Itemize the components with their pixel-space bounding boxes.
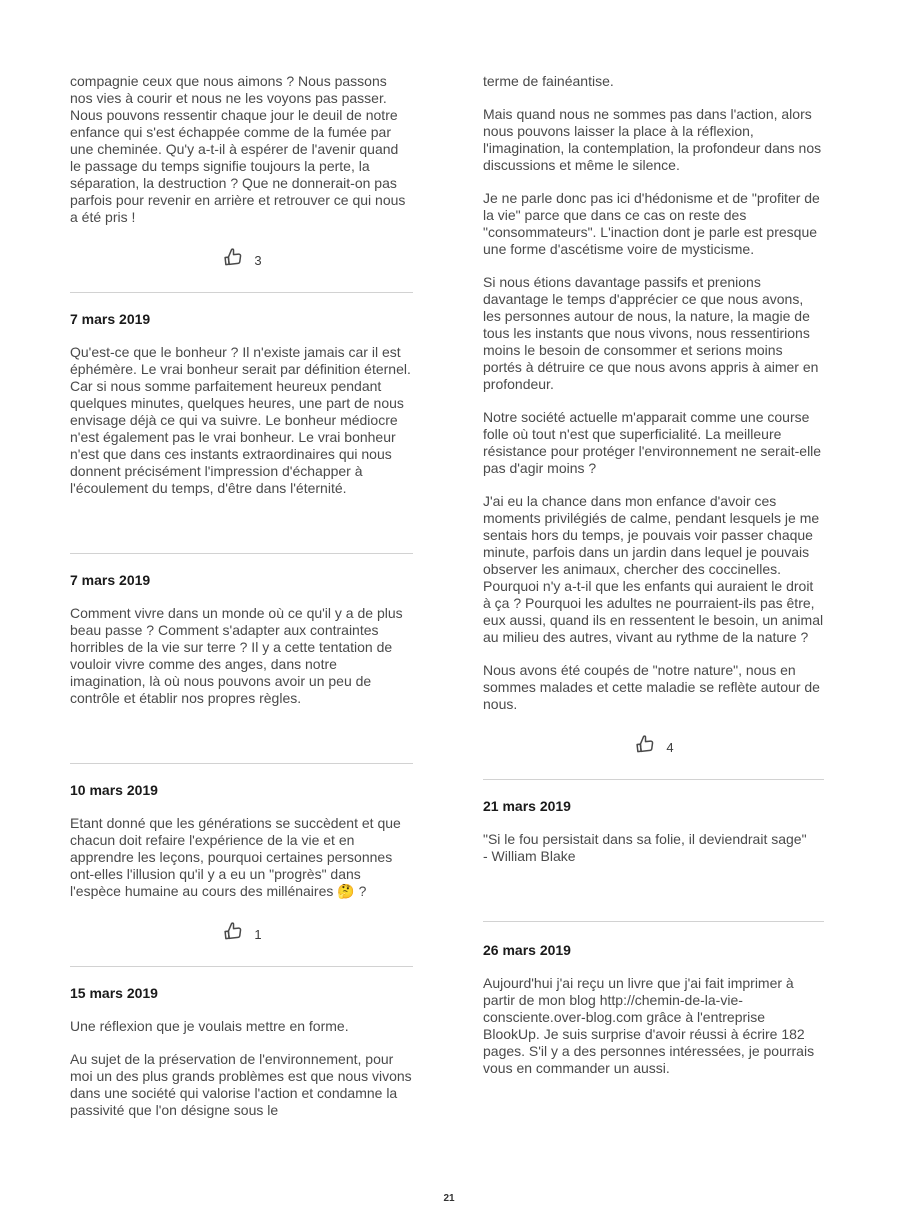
paragraph: J'ai eu la chance dans mon enfance d'avoir ces moments privilégiés de calme, pendant lesquels je me sentais hors du temps, je pouvais voir passer chaque minute, parfois dans un jardin dans lequel je pouvais observer les animaux, chercher des coccinelles. Pourquoi n'y a-t-il que les enfants qui auraient le droit à ça ? Pourquoi les adultes ne pourraient-ils pas être, eux aussi, quand ils en ressentent le besoin, un animal au milieu des autres, vivant au rythme de la nature ? bbox=[483, 493, 824, 645]
like-button[interactable] bbox=[70, 916, 413, 944]
entry-date: 10 mars 2019 bbox=[70, 782, 158, 798]
paragraph: Qu'est-ce que le bonheur ? Il n'existe jamais car il est éphémère. Le vrai bonheur serait par définition éternel. Car si nous somme parfaitement heureux pendant quelques minutes, quelques heures, une part de nous envisage déjà ce qui va suivre. Le bonheur médiocre n'est également pas le vrai bonheur. Le vrai bonheur n'est que dans ces instants extraordinaires qui nous donnent précisément l'impression d'échapper à l'écoulement du temps, d'être dans l'éternité. bbox=[70, 344, 411, 496]
entry-date: 26 mars 2019 bbox=[483, 942, 571, 958]
quote-attribution: - William Blake bbox=[483, 848, 576, 864]
paragraph: Aujourd'hui j'ai reçu un livre que j'ai fait imprimer à partir de mon blog http://chemin-de-la-vie-consciente.over-blog.com grâce à l'entreprise BlookUp. Je suis surprise d'avoir réussi à écrire 182 pages. S'il y a des personnes intéressées, je pourrais vous en commander un aussi. bbox=[483, 975, 815, 1076]
like-count: 3 bbox=[254, 253, 262, 268]
thumbs-up-icon bbox=[633, 733, 657, 757]
entry-date: 21 mars 2019 bbox=[483, 798, 571, 814]
right-column bbox=[483, 73, 824, 1093]
like-count: 4 bbox=[666, 740, 674, 755]
like-count: 1 bbox=[254, 927, 262, 942]
paragraph: Une réflexion que je voulais mettre en forme. bbox=[70, 1018, 349, 1034]
divider bbox=[483, 921, 824, 922]
divider bbox=[70, 553, 413, 554]
paragraph: Nous avons été coupés de "notre nature", nous en sommes malades et cette maladie se reflète autour de nous. bbox=[483, 662, 820, 712]
like-button[interactable] bbox=[483, 729, 824, 757]
paragraph: Je ne parle donc pas ici d'hédonisme et de "profiter de la vie" parce que dans ce cas on reste des "consommateurs". L'inaction dont je parle est presque une forme d'ascétisme voire de mysticisme. bbox=[483, 190, 820, 257]
paragraph: Si nous étions davantage passifs et prenions davantage le temps d'apprécier ce que nous avons, les personnes autour de nous, la nature, la magie de tous les instants que nous vivons, nous ressentirions moins le besoin de consommer et serions moins portés à détruire ce que nous avons appris à aimer en profondeur. bbox=[483, 274, 819, 392]
divider bbox=[70, 966, 413, 967]
thumbs-up-icon bbox=[221, 246, 245, 270]
paragraph: Notre société actuelle m'apparait comme une course folle où tout n'est que superficialité. La meilleure résistance pour protéger l'environnement ne serait-elle pas d'agir moins ? bbox=[483, 409, 822, 476]
entry-date: 15 mars 2019 bbox=[70, 985, 158, 1001]
divider bbox=[70, 292, 413, 293]
paragraph: Comment vivre dans un monde où ce qu'il y a de plus beau passe ? Comment s'adapter aux contraintes horribles de la vie sur terre ? Il y a cette tentation de vouloir vivre comme des anges, dans notre imagination, là où nous pouvons avoir un peu de contrôle et établir nos propres règles. bbox=[70, 605, 403, 706]
divider bbox=[70, 763, 413, 764]
quote-text: "Si le fou persistait dans sa folie, il deviendrait sage" bbox=[483, 831, 807, 847]
entry-date: 7 mars 2019 bbox=[70, 311, 151, 327]
paragraph: Etant donné que les générations se succèdent et que chacun doit refaire l'expérience de la vie et en apprendre les leçons, pourquoi certaines personnes ont-elles l'illusion qu'il y a eu un "progrès" dans l'espèce humaine au cours des millénaires 🤔 ? bbox=[70, 815, 401, 899]
paragraph-continuation: terme de fainéantise. bbox=[483, 73, 614, 89]
entry-date: 7 mars 2019 bbox=[70, 572, 151, 588]
paragraph: Mais quand nous ne sommes pas dans l'action, alors nous pouvons laisser la place à la réflexion, l'imagination, la contemplation, la profondeur dans nos discussions et même le silence. bbox=[483, 106, 822, 173]
paragraph-continuation: compagnie ceux que nous aimons ? Nous passons nos vies à courir et nous ne les voyons pas passer. Nous pouvons ressentir chaque jour le deuil de notre enfance qui s'est échappée comme de la fumée par une cheminée. Qu'y a-t-il à espérer de l'avenir quand le passage du temps signifie toujours la perte, la séparation, la destruction ? Que ne donnerait-on pas parfois pour revenir en arrière et retrouver ce qui nous a été pris ! bbox=[70, 73, 406, 225]
like-button[interactable] bbox=[70, 242, 413, 270]
divider bbox=[483, 779, 824, 780]
thumbs-up-icon bbox=[221, 920, 245, 944]
page-number: 21 bbox=[443, 1193, 455, 1204]
paragraph: Au sujet de la préservation de l'environnement, pour moi un des plus grands problèmes est que nous vivons dans une société qui valorise l'action et condamne la passivité que l'on désigne sous le bbox=[70, 1051, 412, 1118]
left-column bbox=[70, 73, 413, 1135]
